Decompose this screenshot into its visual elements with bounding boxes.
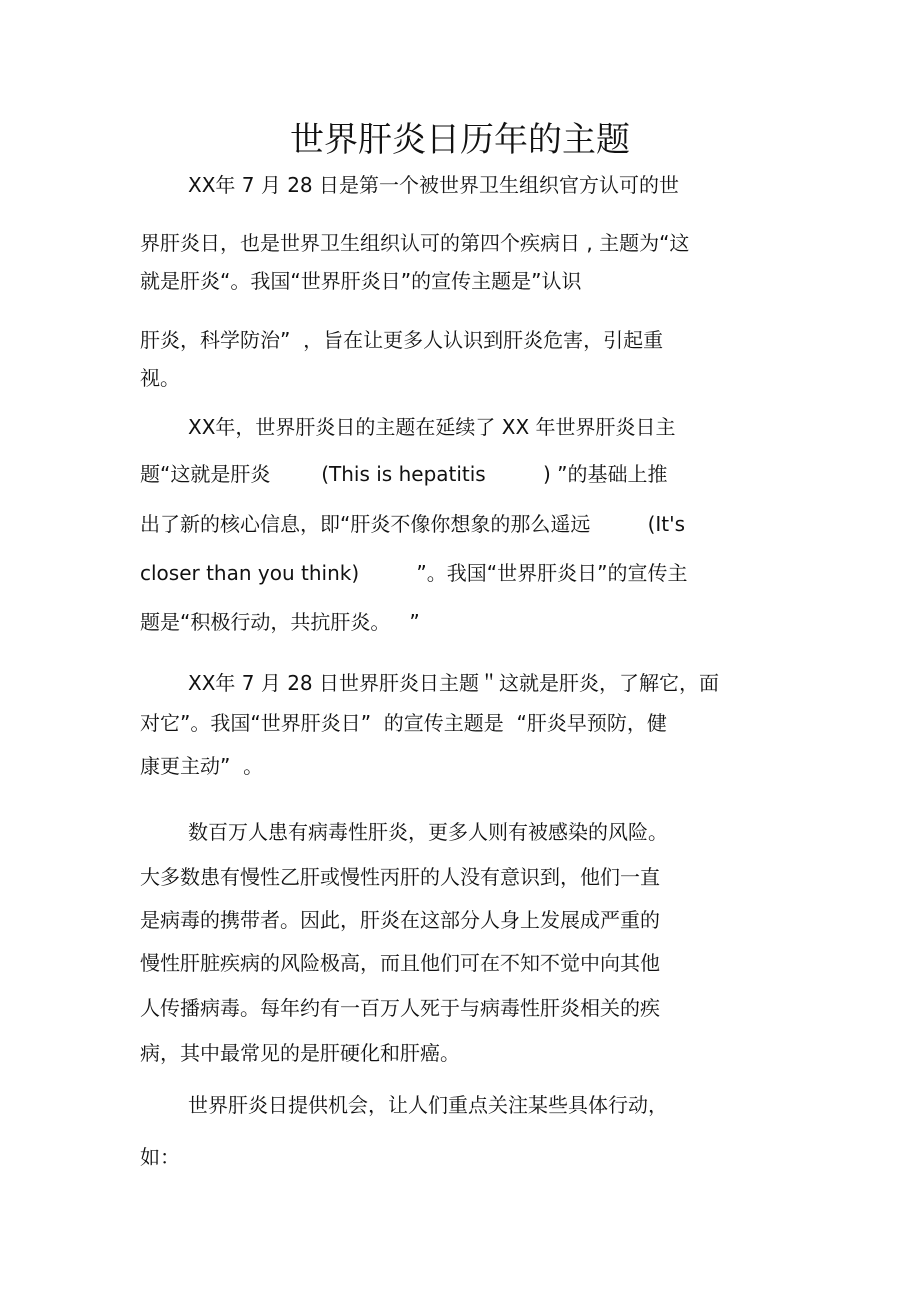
document-title: 世界肝炎日历年的主题 [290,120,630,160]
text-line: 数百万人患有病毒性肝炎，更多人则有被感染的风险。 [188,820,668,844]
text-line: 康更主动” 。 [140,754,264,778]
text-line: 慢性肝脏疾病的风险极高，而且他们可在不知不觉中向其他 [140,951,660,975]
text-line: 出了新的核心信息，即“肝炎不像你想象的那么遥远 (It's [140,512,686,536]
text-line: 如： [140,1145,180,1169]
text-line: 界肝炎日，也是世界卫生组织认可的第四个疾病日 , 主题为“这 [140,231,690,255]
text-line: 病，其中最常见的是肝硬化和肝癌。 [140,1041,460,1065]
text-line: 大多数患有慢性乙肝或慢性丙肝的人没有意识到，他们一直 [140,865,660,889]
text-line: XX年 7 月 28 日是第一个被世界卫生组织官方认可的世 [188,173,680,197]
text-line: 视。 [140,366,180,390]
text-line: 是病毒的携带者。因此，肝炎在这部分人身上发展成严重的 [140,908,660,932]
text-line: 对它”。我国“世界肝炎日” 的宣传主题是 “肝炎早预防，健 [140,711,667,735]
text-line: 就是肝炎“。我国“世界肝炎日”的宣传主题是”认识 [140,269,582,293]
text-line: 世界肝炎日提供机会，让人们重点关注某些具体行动， [188,1093,668,1117]
text-line: closer than you think) ”。我国“世界肝炎日”的宣传主 [140,561,688,585]
text-line: XX年，世界肝炎日的主题在延续了 XX 年世界肝炎日主 [188,415,676,439]
text-line: 人传播病毒。每年约有一百万人死于与病毒性肝炎相关的疾 [140,996,660,1020]
text-line: 题“这就是肝炎 (This is hepatitis ) ”的基础上推 [140,462,668,486]
text-line: 肝炎，科学防治” ，旨在让更多人认识到肝炎危害，引起重 [140,328,664,352]
text-line: 题是“积极行动，共抗肝炎。 ” [140,610,420,634]
text-line: XX年 7 月 28 日世界肝炎日主题＂这就是肝炎，了解它，面 [188,671,720,695]
